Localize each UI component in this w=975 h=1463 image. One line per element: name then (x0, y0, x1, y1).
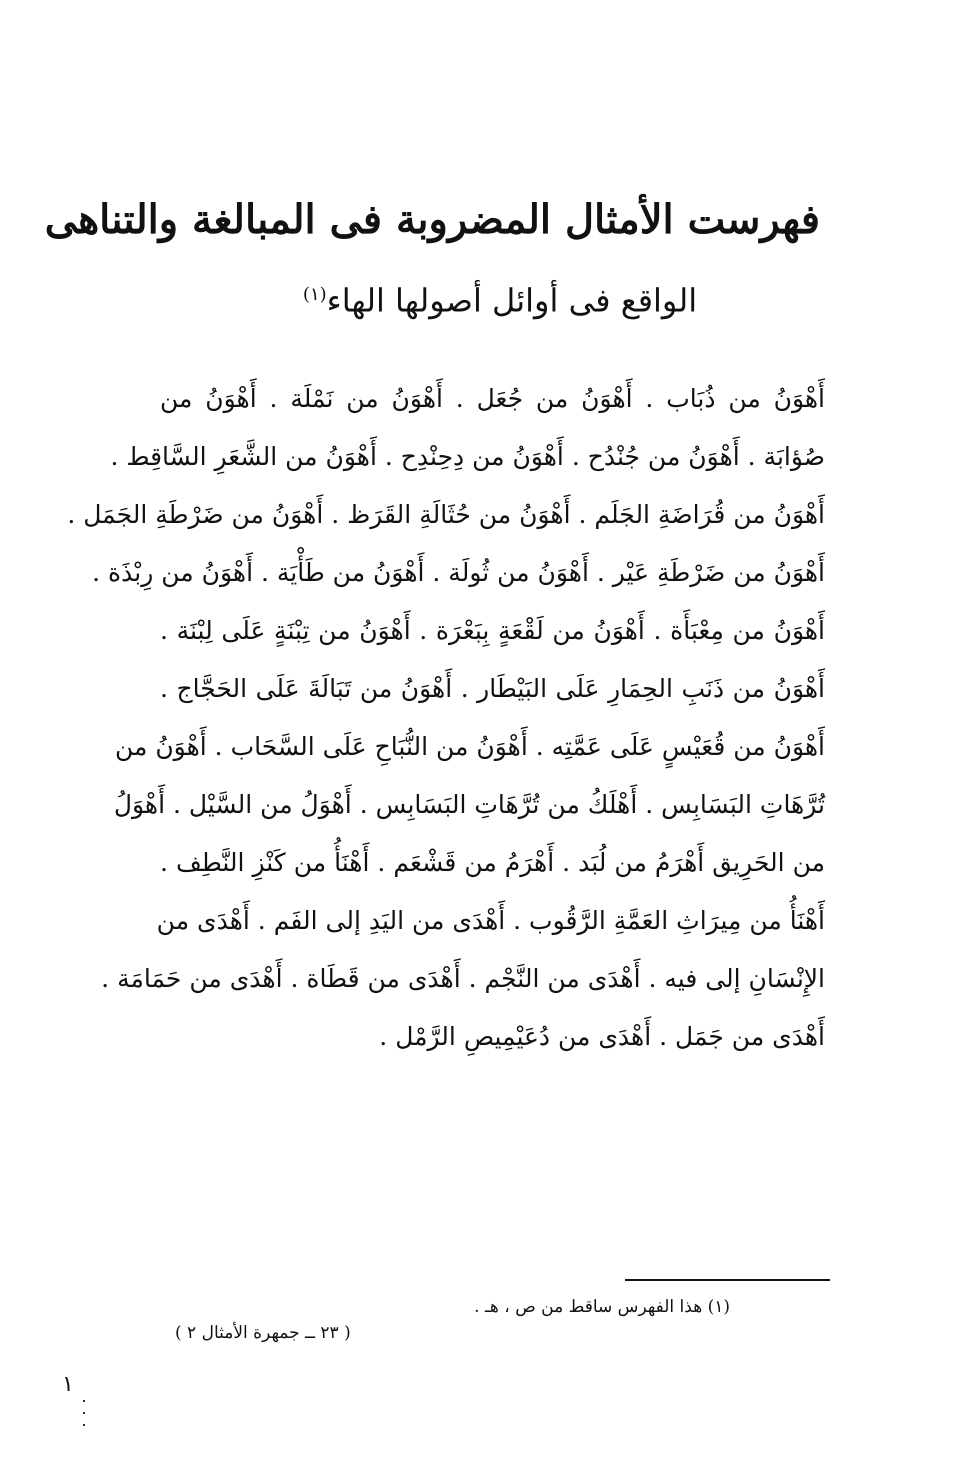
text-line: الإِنْسَانِ إلى فيه . أَهْدَى من النَّجْم . أَهْدَى من قَطَاة . أَهْدَى من حَمَامَة . (101, 964, 825, 993)
subtitle-text: الواقع فى أوائل أصولها الهاء (326, 281, 698, 320)
page-title: فهرست الأمثال المضروبة فى المبالغة والتناهى (44, 196, 820, 243)
text-line: أَهْوَنُ من ضَرْطَةِ عَيْر . أَهْوَنُ من ثُولَة . أَهْوَنُ من طَأْيَة . أَهْوَنُ من رِبْذَة . (92, 558, 825, 587)
text-line: أَهْوَنُ من ذَنَبِ الحِمَارِ عَلَى البَيْطَار . أَهْوَنُ من تَبَالَةَ عَلَى الحَجَّاج . (160, 674, 825, 703)
text-line: من الحَرِيق أَهْرَمُ من لُبَد . أَهْرَمُ من قَشْعَم . أَهْنَأُ من كَنْزِ النَّطِف . (160, 848, 825, 877)
margin-mark: ١ (62, 1372, 74, 1397)
printer-signature: ( ٢٣ ــ جمهرة الأمثال ٢ ) (175, 1323, 351, 1343)
text-line: أَهْوَنُ من قُعَيْسٍ عَلَى عَمَّتِه . أَهْوَنُ من النُّبَاحِ عَلَى السَّحَاب . أَهْوَنُ من (114, 732, 825, 761)
text-line: صُؤابَة . أَهْوَنُ من جُنْدُح . أَهْوَنُ من دِحِنْدِح . أَهْوَنُ من الشَّعَرِ السَّاقِط . (110, 442, 825, 471)
text-line: أَهْنَأُ من مِيرَاثِ العَمَّةِ الرَّقُوب . أَهْدَى من اليَدِ إلى الفَم . أَهْدَى من (156, 906, 825, 935)
footnote-separator (625, 1279, 830, 1281)
margin-dots (80, 1400, 92, 1440)
page-subtitle (260, 270, 740, 326)
text-line: تُرَّهَاتِ البَسَابِس . أَهْلَكُ من تُرَّهَاتِ البَسَابِس . أَهْوَلُ من السَّيْل . أَهْوَلُ (113, 790, 825, 819)
text-line: أَهْوَنُ من مِعْبَأَة . أَهْوَنُ من لَقْعَةٍ بِبَعْرَة . أَهْوَنُ من تِبْنَةٍ عَلَى لِبْنَة . (160, 616, 825, 645)
footnote: (١) هذا الفهرس ساقط من ص ، هـ . (474, 1297, 730, 1317)
footnote-reference: (١) (302, 284, 327, 305)
body-paragraph (67, 370, 825, 1066)
text-line: أَهْوَنُ من قُرَاضَةِ الجَلَم . أَهْوَنُ من حُثَالَةِ القَرَظ . أَهْوَنُ من ضَرْطَةِ الجَمَل . (67, 500, 825, 529)
text-line: أَهْوَنُ من ذُبَاب . أَهْوَنُ من جُعَل . أَهْوَنُ من نَمْلَة . أَهْوَنُ من (160, 384, 825, 413)
text-line: أَهْدَى من جَمَل . أَهْدَى من دُعَيْمِيصِ الرَّمْل . (379, 1022, 825, 1051)
